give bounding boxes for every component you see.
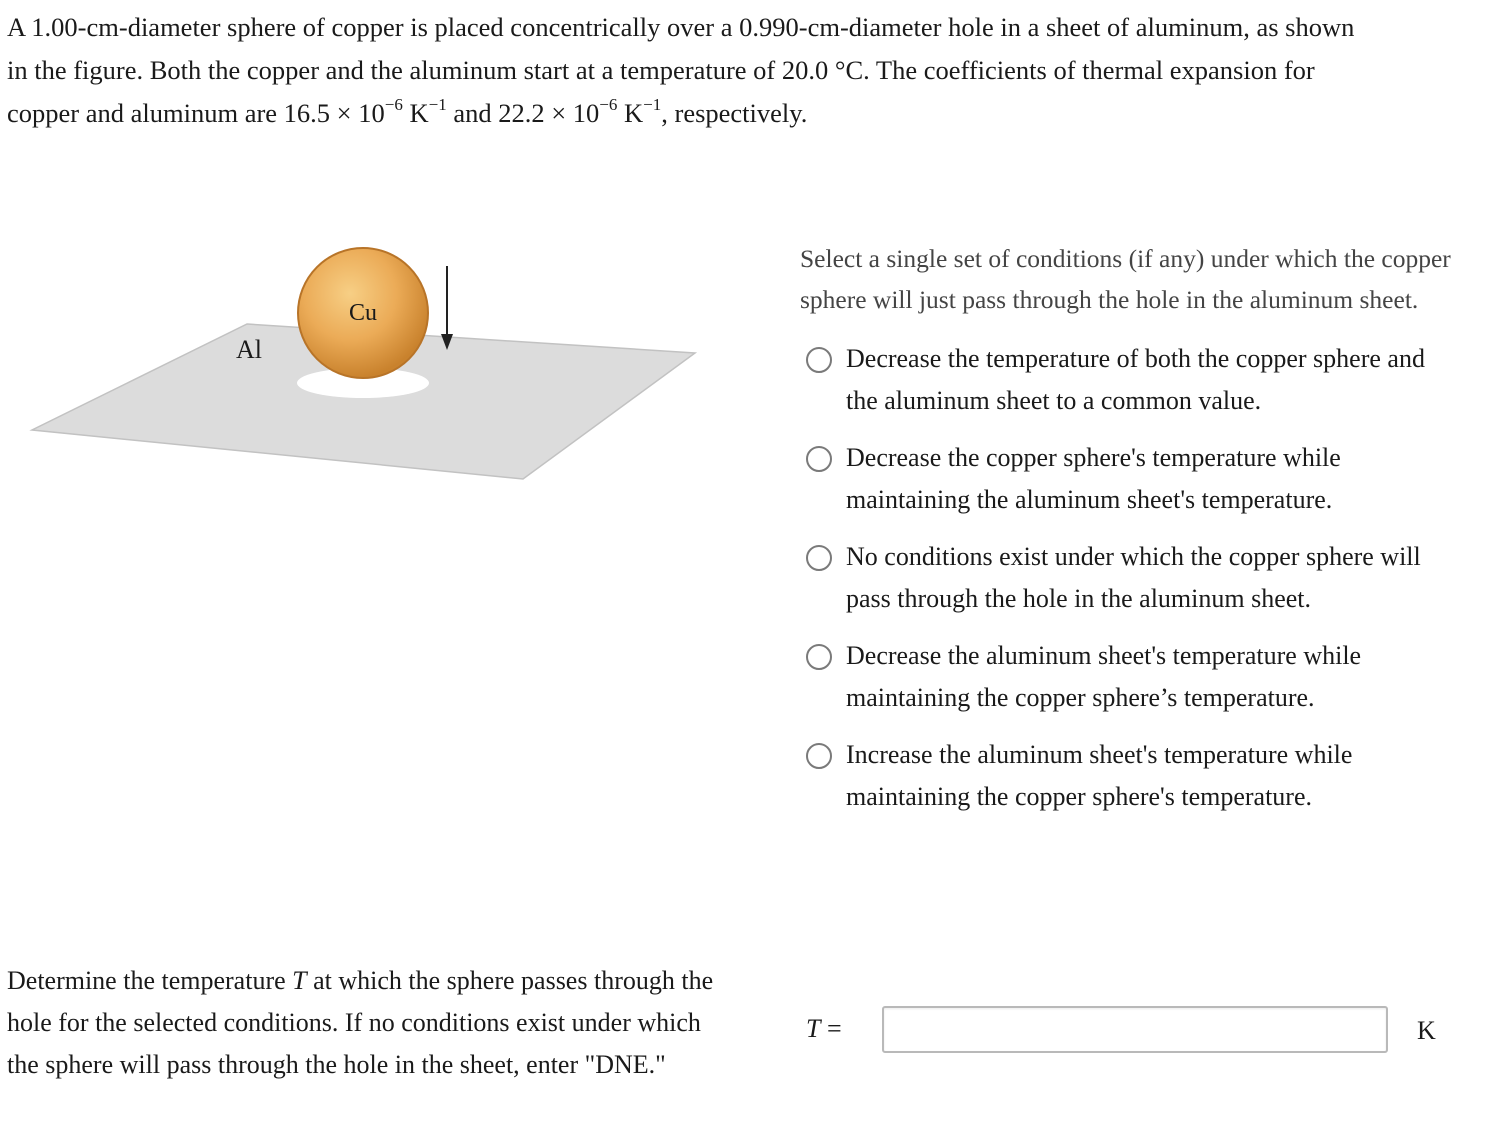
problem-statement [7, 6, 1479, 135]
answer-label-equals: = [820, 1014, 842, 1043]
exponent-k-aluminum: −1 [643, 95, 662, 115]
conditions-question [800, 238, 1460, 833]
option-no-conditions[interactable] [800, 536, 1460, 619]
answer-label [806, 1012, 842, 1046]
option-label: No conditions exist under which the copper sphere will pass through the hole in the aluminum sheet. [846, 542, 1421, 613]
intro-line-2: in the figure. Both the copper and the aluminum start at a temperature of 20.0 °C. The coefficients of thermal expansion for [7, 55, 1315, 85]
radio-button[interactable] [806, 644, 832, 670]
option-decrease-aluminum[interactable] [800, 635, 1460, 718]
unit-aluminum: K [624, 98, 644, 128]
exponent-aluminum: −6 [599, 95, 618, 115]
answer-row [806, 1006, 1456, 1054]
determine-variable: T [292, 966, 307, 995]
determine-text-before: Determine the temperature [7, 966, 293, 995]
intro-line-1: A 1.00-cm-diameter sphere of copper is placed concentrically over a 0.990-cm-diameter hole in a sheet of aluminum, as shown [7, 12, 1355, 42]
option-decrease-copper[interactable] [800, 437, 1460, 520]
sphere-label: Cu [348, 300, 378, 326]
option-label: Decrease the aluminum sheet's temperature while maintaining the copper sphere’s temperature. [846, 641, 1362, 712]
options-list [800, 338, 1460, 817]
sheet-label: Al [236, 335, 262, 364]
option-increase-aluminum[interactable] [800, 734, 1460, 817]
option-label: Decrease the temperature of both the copper sphere and the aluminum sheet to a common value. [846, 344, 1425, 415]
sphere-hole-figure [20, 240, 710, 500]
determine-text-after: at which the sphere passes through the hole for the selected conditions. If no conditions exist under which the sphere will pass through the hole in the sheet, enter "DNE." [7, 966, 714, 1079]
answer-unit: K [1417, 1016, 1436, 1045]
option-label: Decrease the copper sphere's temperature while maintaining the aluminum sheet's temperature. [846, 443, 1341, 514]
exponent-copper: −6 [384, 95, 403, 115]
option-decrease-both[interactable] [800, 338, 1460, 421]
radio-button[interactable] [806, 743, 832, 769]
unit-copper: K [409, 98, 429, 128]
determine-instructions [7, 960, 727, 1086]
intro-line-3b: and 22.2 × 10 [453, 98, 600, 128]
radio-button[interactable] [806, 446, 832, 472]
option-label: Increase the aluminum sheet's temperature while maintaining the copper sphere's temperature. [846, 740, 1353, 811]
intro-line-3c: , respectively. [661, 98, 808, 128]
answer-label-variable: T [806, 1014, 821, 1043]
intro-line-3a: copper and aluminum are 16.5 × 10 [7, 98, 385, 128]
radio-button[interactable] [806, 347, 832, 373]
question-prompt: Select a single set of conditions (if any) under which the copper sphere will just pass through the hole in the aluminum sheet. [800, 244, 1451, 314]
exponent-k-copper: −1 [428, 95, 447, 115]
temperature-answer-input[interactable] [882, 1006, 1388, 1053]
radio-button[interactable] [806, 545, 832, 571]
